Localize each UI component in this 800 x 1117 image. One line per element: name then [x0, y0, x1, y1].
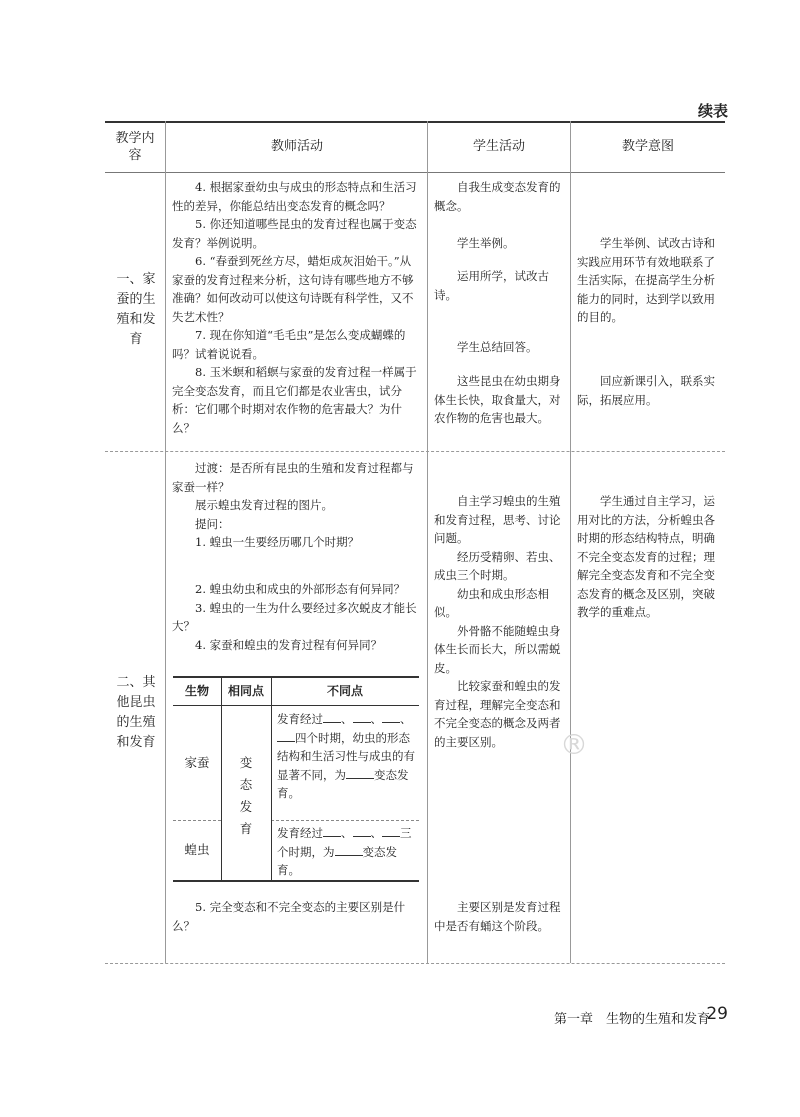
teacher-q6: 6. “春蚕到死丝方尽，蜡炬成灰泪始干。”从家蚕的发育过程来分析，这句诗有哪些地方不够准确？如何改动可以使这句诗既有科学性，又不失艺术性？	[172, 254, 414, 324]
header-content: 教学内容	[115, 130, 155, 163]
compare-row-locust: 蝗虫	[184, 842, 210, 857]
compare-row-silkworm: 家蚕	[184, 755, 210, 770]
table-header-rule	[105, 172, 725, 173]
teacher-transition: 过渡：是否所有昆虫的生殖和发育过程都与家蚕一样？	[172, 461, 414, 494]
teacher-q5: 5. 你还知道哪些昆虫的发育过程也属于变态发育？举例说明。	[172, 217, 417, 250]
teacher-q2: 2. 蝗虫幼虫和成虫的外部形态有何异同？	[195, 582, 406, 596]
student-answer-1: 自我生成变态发育的概念。	[434, 180, 561, 213]
table-bottom-rule	[105, 963, 725, 964]
section1-teacher	[172, 178, 422, 437]
student-answer-s2-6: 主要区别是发育过程中是否有蛹这个阶段。	[434, 900, 561, 933]
teacher-q8: 8. 玉米螟和稻螟与家蚕的发育过程一样属于完全变态发育，而且它们都是农业害虫，试分析：它们哪个时期对农作物的危害最大？为什么？	[172, 365, 417, 435]
registered-mark-icon: ®	[560, 728, 588, 761]
section2-teacher-mid	[172, 580, 422, 654]
teacher-q4b: 4. 家蚕和蝗虫的发育过程有何异同？	[195, 637, 383, 652]
teacher-q5b: 5. 完全变态和不完全变态的主要区别是什么？	[172, 900, 406, 933]
section1-label: 一、家蚕的生殖和发育	[116, 272, 156, 347]
section2-label: 二、其他昆虫的生殖和发育	[116, 675, 156, 750]
header-student: 学生活动	[472, 139, 525, 154]
teacher-show-images: 展示蝗虫发育过程的图片。	[195, 498, 333, 512]
teacher-q3: 3. 蝗虫的一生为什么要经过多次蜕皮才能长大？	[172, 600, 417, 633]
teacher-ask: 提问：	[195, 516, 230, 531]
compare-locust-diff: 发育经过 、 、 三个时期，为 变态发育。	[277, 826, 412, 877]
header-teacher: 教师活动	[270, 139, 323, 154]
comparison-table	[173, 676, 419, 882]
teacher-q4: 4. 根据家蚕幼虫与成虫的形态特点和生活习性的差异，你能总结出变态发育的概念吗？	[172, 180, 417, 213]
compare-header-organism: 生物	[184, 684, 209, 698]
table-section-divider	[105, 451, 725, 452]
header-intent: 教学意图	[621, 139, 674, 154]
student-answer-5: 这些昆虫在幼虫期身体生长快，取食量大，对农作物的危害也最大。	[434, 374, 561, 425]
student-answer-2: 学生举例。	[457, 236, 515, 250]
intent-s2: 学生通过自主学习，运用对比的方法，分析蝗虫各时期的形态结构特点，明确不完全变态发育的过程；理解完全变态发育和不完全变态发育的概念及区别，突破教学的重难点。	[577, 494, 715, 619]
compare-silkworm-diff: 发育经过 、 、 、四个时期，幼虫的形态结构和生活习性与成虫的有显著不同，为 变态发育。	[277, 712, 415, 800]
chapter-footer: 第一章 生物的生殖和发育	[553, 1012, 710, 1027]
teacher-q7: 7. 现在你知道“毛毛虫”是怎么变成蝴蝶的吗？试着说说看。	[172, 328, 406, 361]
teacher-q1: 1. 蝗虫一生要经历哪几个时期？	[195, 535, 360, 549]
compare-common-value: 变态发育	[239, 755, 253, 836]
compare-header-diff: 不同点	[326, 684, 363, 698]
column-divider	[165, 121, 166, 963]
continued-label: 续表	[697, 102, 728, 120]
section2-teacher-intro	[172, 459, 422, 552]
column-divider	[570, 121, 571, 963]
intent-2: 回应新课引入，联系实际，拓展应用。	[577, 374, 715, 407]
student-answer-3: 运用所学，试改古诗。	[434, 269, 549, 302]
student-answer-s2-1: 自主学习蝗虫的生殖和发育过程，思考、讨论问题。 经历受精卵、若虫、成虫三个时期。 幼虫和成虫形态相似。 外骨骼不能随蝗虫身体生长而长大，所以需蜕皮。 比较家蚕和蝗虫的发育过程，理解完全变态和不完全变态的概念及两者的主要区别。	[434, 494, 561, 749]
intent-1: 学生举例、试改古诗和实践应用环节有效地联系了生活实际，在提高学生分析能力的同时，达到学以致用的目的。	[577, 236, 715, 324]
page-number: 29	[706, 1004, 728, 1024]
student-answer-4: 学生总结回答。	[457, 340, 538, 354]
compare-header-common: 相同点	[227, 684, 264, 698]
column-divider	[427, 121, 428, 963]
